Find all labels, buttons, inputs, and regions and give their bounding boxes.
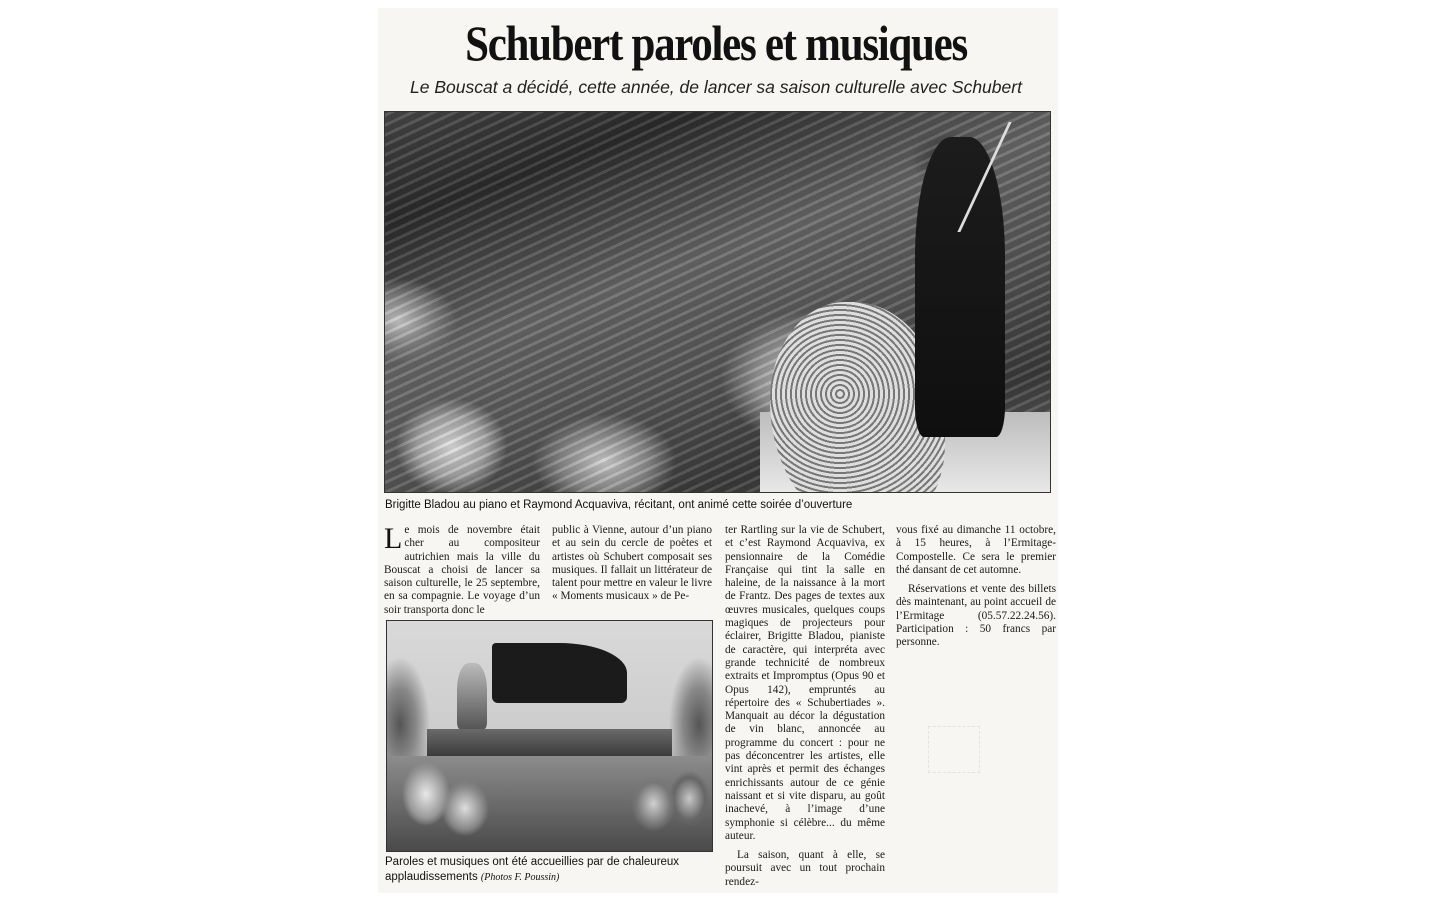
column-4-paragraph-2: Réservations et vente des billets dès maintenant, au point accueil de l’Ermitage (05.57.22.24.56). Participation : 50 francs par personne. [896, 583, 1056, 649]
faded-stamp [928, 726, 980, 773]
article-column-3 [725, 524, 885, 889]
stage-floor [427, 729, 672, 757]
main-photo-caption: Brigitte Bladou au piano et Raymond Acquaviva, récitant, ont animé cette soirée d’ouverture [385, 499, 853, 511]
photo-credit: (Photos F. Poussin) [480, 872, 560, 883]
headline: Schubert paroles et musiques [465, 15, 967, 71]
subheadline: Le Bouscat a décidé, cette année, de lancer sa saison culturelle avec Schubert [410, 77, 1022, 97]
audience-foreground [387, 756, 712, 851]
article-column-2 [552, 524, 712, 604]
concert-audience-photo [384, 111, 1051, 493]
column-4-paragraph-1: vous fixé au dimanche 11 octobre, à 15 heures, à l’Ermitage-Compostelle. Ce sera le premier thé dansant de cet automne. [896, 524, 1056, 576]
pianist-figure [457, 663, 487, 729]
article-column-4 [896, 524, 1056, 650]
column-2-text: public à Vienne, autour d’un piano et au sein du cercle de poètes et artistes où Schubert composait ses musiques. Il fallait un littérateur de talent pour mettre en valeur le livre « Moments musicaux » de Pe- [552, 524, 712, 603]
column-1-text: e mois de novembre était cher au compositeur autrichien mais la ville du Bouscat a choisi de lancer sa saison culturelle, le 25 septembre, en sa compagnie. Le voyage d’un soir transporta donc le [384, 524, 540, 616]
article-column-1 [384, 524, 540, 617]
column-3-paragraph-1: ter Rartling sur la vie de Schubert, et c’est Raymond Acquaviva, ex pensionnaire de la Comédie Française qui tint la salle en haleine, de la naissance à la mort de Frantz. Des pages de textes aux œuvres musicales, quelques coups magiques de projecteurs pour éclairer, Brigitte Bladou, pianiste de caractère, qui interpréta avec grande technicité de nombreux extraits et Impromptus (Opus 90 et Opus 142), empruntés au répertoire des « Schubertiades ». Manquait au décor la dégustation de vin blanc, annoncée au programme du concert : pour ne pas déconcentrer les artistes, elle vint après et permit des échanges enrichissants autour de ce génie naissant et si vite disparu, au goût inachevé, à l’image d’une symphonie si célèbre... du même auteur. [725, 524, 885, 842]
drop-cap: L [384, 522, 403, 555]
small-caption-text: Paroles et musiques ont été accueillies par de chaleureux applaudissements [385, 856, 680, 883]
small-photo-caption [385, 855, 715, 885]
column-3-paragraph-2: La saison, quant à elle, se poursuit avec un tout prochain rendez- [725, 849, 885, 888]
grand-piano [492, 643, 627, 703]
piano-stage-photo [386, 620, 713, 852]
